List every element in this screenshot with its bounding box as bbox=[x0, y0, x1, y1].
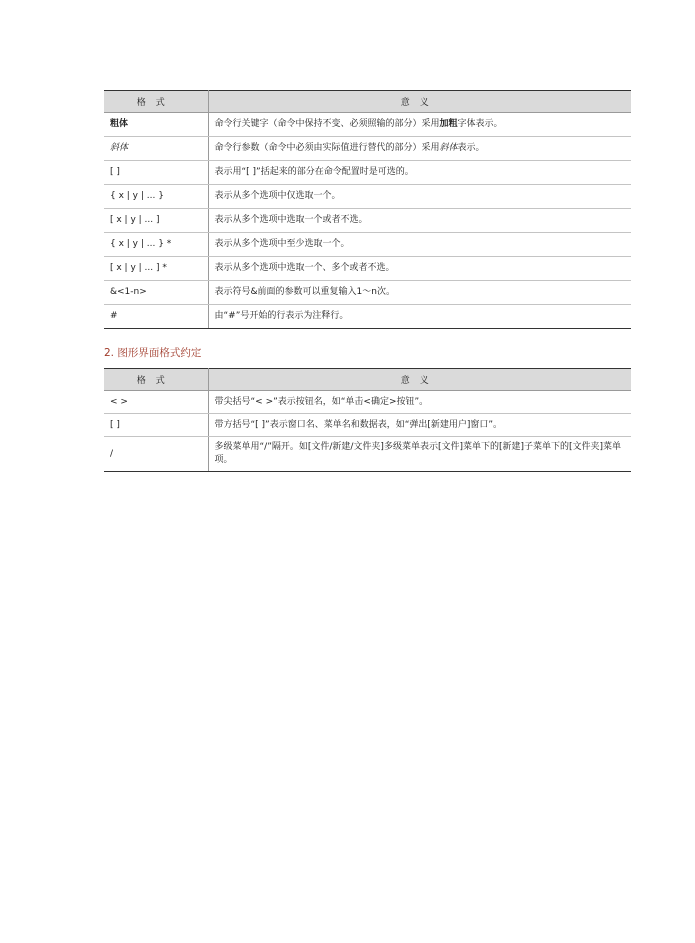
table-row bbox=[104, 414, 631, 437]
meaning-cell: 表示从多个选项中至少选取一个。 bbox=[208, 233, 631, 257]
table-row bbox=[104, 233, 631, 257]
table-row bbox=[104, 257, 631, 281]
meaning-cell: 表示从多个选项中选取一个或者不选。 bbox=[208, 209, 631, 233]
meaning-cell: 表示用“[ ]”括起来的部分在命令配置时是可选的。 bbox=[208, 161, 631, 185]
column-header-meaning: 意义 bbox=[208, 91, 631, 113]
format-cell: 斜体 bbox=[104, 137, 208, 161]
format-cell: / bbox=[104, 437, 208, 472]
format-cell: { x | y | ... } * bbox=[104, 233, 208, 257]
meaning-text: 表示。 bbox=[457, 143, 485, 153]
meaning-cell: 表示从多个选项中仅选取一个。 bbox=[208, 185, 631, 209]
meaning-cell: 多级菜单用“/”隔开。如[文件/新建/文件夹]多级菜单表示[文件]菜单下的[新建]子菜单下的[文件夹]菜单项。 bbox=[208, 437, 631, 472]
table-row bbox=[104, 161, 631, 185]
gui-conventions-table bbox=[104, 368, 631, 472]
column-header-format: 格式 bbox=[104, 91, 208, 113]
column-header-format: 格式 bbox=[104, 369, 208, 391]
table-row bbox=[104, 113, 631, 137]
meaning-text: 字体表示。 bbox=[457, 119, 503, 129]
format-cell: [ x | y | ... ] bbox=[104, 209, 208, 233]
table-row bbox=[104, 437, 631, 472]
format-cell: # bbox=[104, 305, 208, 329]
format-cell: { x | y | ... } bbox=[104, 185, 208, 209]
meaning-cell bbox=[208, 113, 631, 137]
format-cell: [ x | y | ... ] * bbox=[104, 257, 208, 281]
meaning-text: 命令行参数（命令中必须由实际值进行替代的部分）采用 bbox=[214, 143, 440, 153]
format-cell: < > bbox=[104, 391, 208, 414]
section-heading: 2. 图形界面格式约定 bbox=[104, 347, 202, 359]
command-line-conventions-table bbox=[104, 90, 631, 329]
format-cell: 粗体 bbox=[104, 113, 208, 137]
meaning-cell: 带方括号“[ ]”表示窗口名、菜单名和数据表，如“弹出[新建用户]窗口”。 bbox=[208, 414, 631, 437]
meaning-cell bbox=[208, 137, 631, 161]
column-header-meaning: 意义 bbox=[208, 369, 631, 391]
table-row bbox=[104, 391, 631, 414]
table-row bbox=[104, 305, 631, 329]
bold-example-text: 加粗 bbox=[439, 119, 458, 129]
meaning-text: 命令行关键字（命令中保持不变、必须照输的部分）采用 bbox=[214, 119, 440, 129]
table-row bbox=[104, 137, 631, 161]
meaning-cell: 带尖括号“< >”表示按钮名，如“单击<确定>按钮”。 bbox=[208, 391, 631, 414]
table-row bbox=[104, 281, 631, 305]
meaning-cell: 由“#”号开始的行表示为注释行。 bbox=[208, 305, 631, 329]
meaning-cell: 表示符号&前面的参数可以重复输入1～n次。 bbox=[208, 281, 631, 305]
format-cell: [ ] bbox=[104, 414, 208, 437]
table-row bbox=[104, 185, 631, 209]
table-header-row bbox=[104, 369, 631, 391]
table-header-row bbox=[104, 91, 631, 113]
format-cell: [ ] bbox=[104, 161, 208, 185]
table-row bbox=[104, 209, 631, 233]
meaning-cell: 表示从多个选项中选取一个、多个或者不选。 bbox=[208, 257, 631, 281]
format-cell: &<1-n> bbox=[104, 281, 208, 305]
italic-example-text: 斜体 bbox=[439, 143, 458, 153]
